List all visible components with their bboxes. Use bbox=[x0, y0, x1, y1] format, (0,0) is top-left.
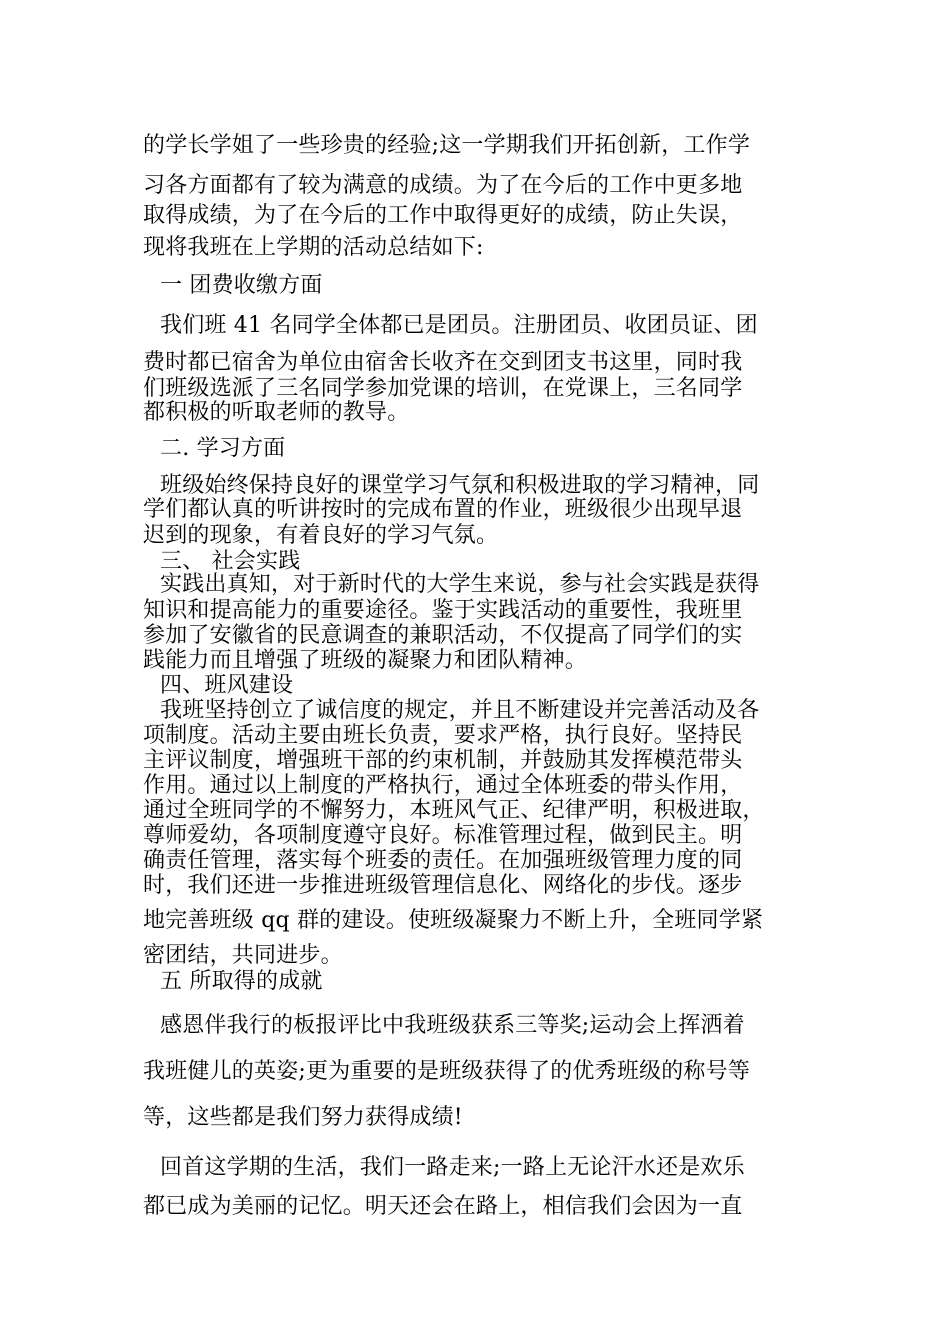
text-line: 参加了安徽省的民意调查的兼职活动，不仅提高了同学们的实 bbox=[143, 623, 743, 648]
text-line: 践能力而且增强了班级的凝聚力和团队精神。 bbox=[143, 648, 588, 673]
text-line: 取得成绩，为了在今后的工作中取得更好的成绩，防止失误， bbox=[143, 203, 743, 228]
text-line: 知识和提高能力的重要途径。鉴于实践活动的重要性，我班里 bbox=[143, 598, 743, 623]
text-line: 密团结，共同进步。 bbox=[143, 943, 343, 968]
text-line: 实践出真知，对于新时代的大学生来说，参与社会实践是获得 bbox=[160, 572, 760, 597]
text-line: 迟到的现象，有着良好的学习气氛。 bbox=[143, 523, 499, 548]
section-heading: 四、班风建设 bbox=[160, 673, 294, 698]
section-heading: 一 团费收缴方面 bbox=[160, 273, 323, 298]
text-line: 主评议制度，增强班干部的约束机制，并鼓励其发挥模范带头 bbox=[143, 748, 743, 773]
section-heading: 三、 社会实践 bbox=[160, 549, 301, 574]
text-line: 学们都认真的听讲按时的完成布置的作业，班级很少出现早退 bbox=[143, 497, 743, 522]
text-line: 项制度。活动主要由班长负责，要求严格，执行良好。坚持民 bbox=[143, 723, 743, 748]
text-line: 现将我班在上学期的活动总结如下: bbox=[143, 235, 484, 260]
text-line: 时，我们还进一步推进班级管理信息化、网络化的步伐。逐步 bbox=[143, 873, 743, 898]
section-heading: 五 所取得的成就 bbox=[160, 969, 323, 994]
text-line: 等，这些都是我们努力获得成绩! bbox=[143, 1105, 463, 1130]
text-line: 我班健儿的英姿;更为重要的是班级获得了的优秀班级的称号等 bbox=[143, 1059, 751, 1084]
text-line: 我们班 41 名同学全体都已是团员。注册团员、收团员证、团 bbox=[160, 313, 758, 338]
text-line: 地完善班级 qq 群的建设。使班级凝聚力不断上升，全班同学紧 bbox=[143, 908, 764, 933]
text-line: 们班级选派了三名同学参加党课的培训，在党课上，三名同学 bbox=[143, 376, 743, 401]
text-line: 感恩伴我行的板报评比中我班级获系三等奖;运动会上挥洒着 bbox=[160, 1013, 745, 1038]
text-line: 都积极的听取老师的教导。 bbox=[143, 400, 410, 425]
text-line: 都已成为美丽的记忆。明天还会在路上，相信我们会因为一直 bbox=[143, 1194, 743, 1219]
text-line: 习各方面都有了较为满意的成绩。为了在今后的工作中更多地 bbox=[143, 173, 743, 198]
text-line: 作用。通过以上制度的严格执行，通过全体班委的带头作用， bbox=[143, 773, 743, 798]
text-line: 尊师爱幼，各项制度遵守良好。标准管理过程，做到民主。明 bbox=[143, 823, 743, 848]
text-line: 的学长学姐了一些珍贵的经验;这一学期我们开拓创新，工作学 bbox=[143, 133, 751, 158]
text-line: 通过全班同学的不懈努力，本班风气正、纪律严明，积极进取， bbox=[143, 798, 765, 823]
text-line: 费时都已宿舍为单位由宿舍长收齐在交到团支书这里，同时我 bbox=[143, 350, 743, 375]
text-line: 确责任管理，落实每个班委的责任。在加强班级管理力度的同 bbox=[143, 848, 743, 873]
text-line: 我班坚持创立了诚信度的规定，并且不断建设并完善活动及各 bbox=[160, 698, 760, 723]
section-heading: 二. 学习方面 bbox=[160, 436, 286, 461]
text-line: 回首这学期的生活，我们一路走来;一路上无论汗水还是欢乐 bbox=[160, 1155, 745, 1180]
text-line: 班级始终保持良好的课堂学习气氛和积极进取的学习精神，同 bbox=[160, 473, 760, 498]
